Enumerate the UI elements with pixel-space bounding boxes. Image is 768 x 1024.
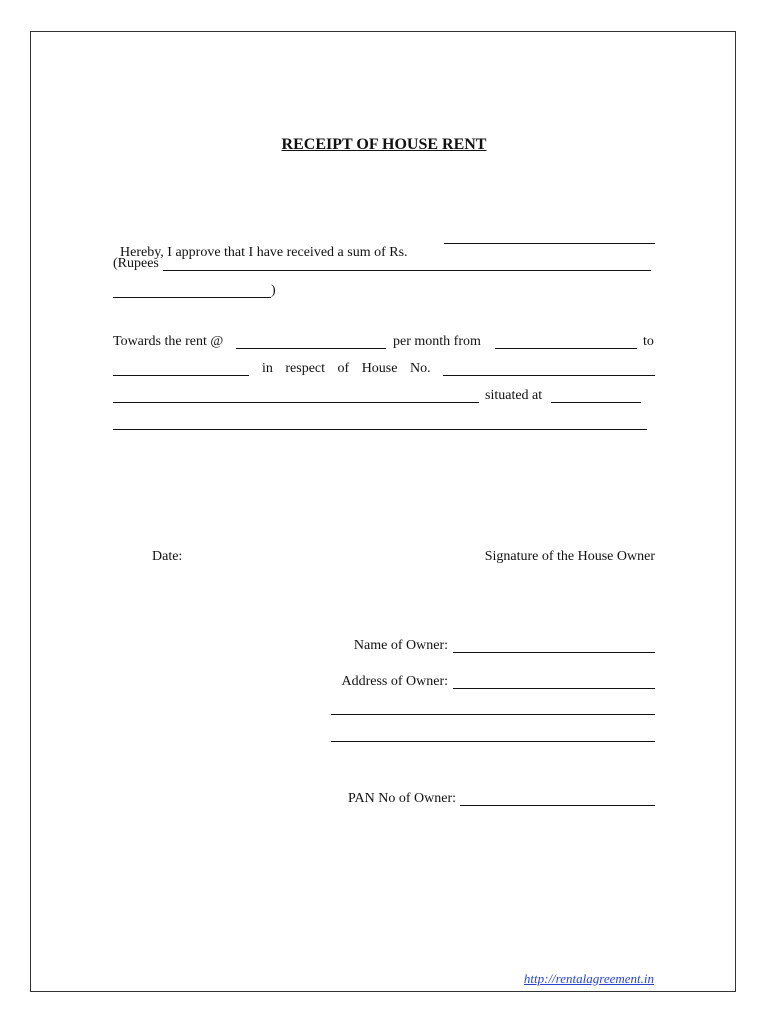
- signature-label: Signature of the House Owner: [484, 549, 655, 564]
- address-blank-2[interactable]: [113, 429, 647, 430]
- rupees-words-blank[interactable]: [163, 270, 651, 271]
- house-no-blank[interactable]: [443, 375, 655, 376]
- house-no-blank-2[interactable]: [113, 402, 479, 403]
- owner-address-blank-3[interactable]: [331, 741, 655, 742]
- date-label: Date:: [152, 549, 183, 564]
- rupees-close-paren: ): [271, 283, 276, 298]
- rupees-prefix: (Rupees: [113, 256, 159, 271]
- document-title: RECEIPT OF HOUSE RENT: [281, 136, 487, 153]
- owner-address-blank[interactable]: [453, 688, 655, 689]
- from-date-blank[interactable]: [495, 348, 637, 349]
- owner-address-label: Address of Owner:: [341, 674, 448, 689]
- owner-pan-label: PAN No of Owner:: [348, 791, 456, 806]
- per-month-from-label: per month from: [393, 334, 481, 349]
- in-respect-label: in respect of House No.: [262, 361, 431, 376]
- website-link[interactable]: http://rentalagreement.in: [523, 971, 654, 986]
- address-blank[interactable]: [551, 402, 641, 403]
- rupees-words-blank-2[interactable]: [113, 297, 271, 298]
- amount-statement-text: Hereby, I approve that I have received a sum of Rs.: [120, 245, 408, 260]
- owner-pan-blank[interactable]: [460, 805, 655, 806]
- owner-name-blank[interactable]: [453, 652, 655, 653]
- situated-at-label: situated at: [485, 388, 543, 403]
- to-date-blank[interactable]: [113, 375, 249, 376]
- owner-address-blank-2[interactable]: [331, 714, 655, 715]
- amount-blank[interactable]: [444, 243, 655, 244]
- to-label: to: [643, 334, 654, 349]
- owner-name-label: Name of Owner:: [353, 638, 448, 653]
- towards-rent-label: Towards the rent @: [113, 334, 224, 349]
- rent-amount-blank[interactable]: [236, 348, 386, 349]
- page-border: [30, 31, 736, 992]
